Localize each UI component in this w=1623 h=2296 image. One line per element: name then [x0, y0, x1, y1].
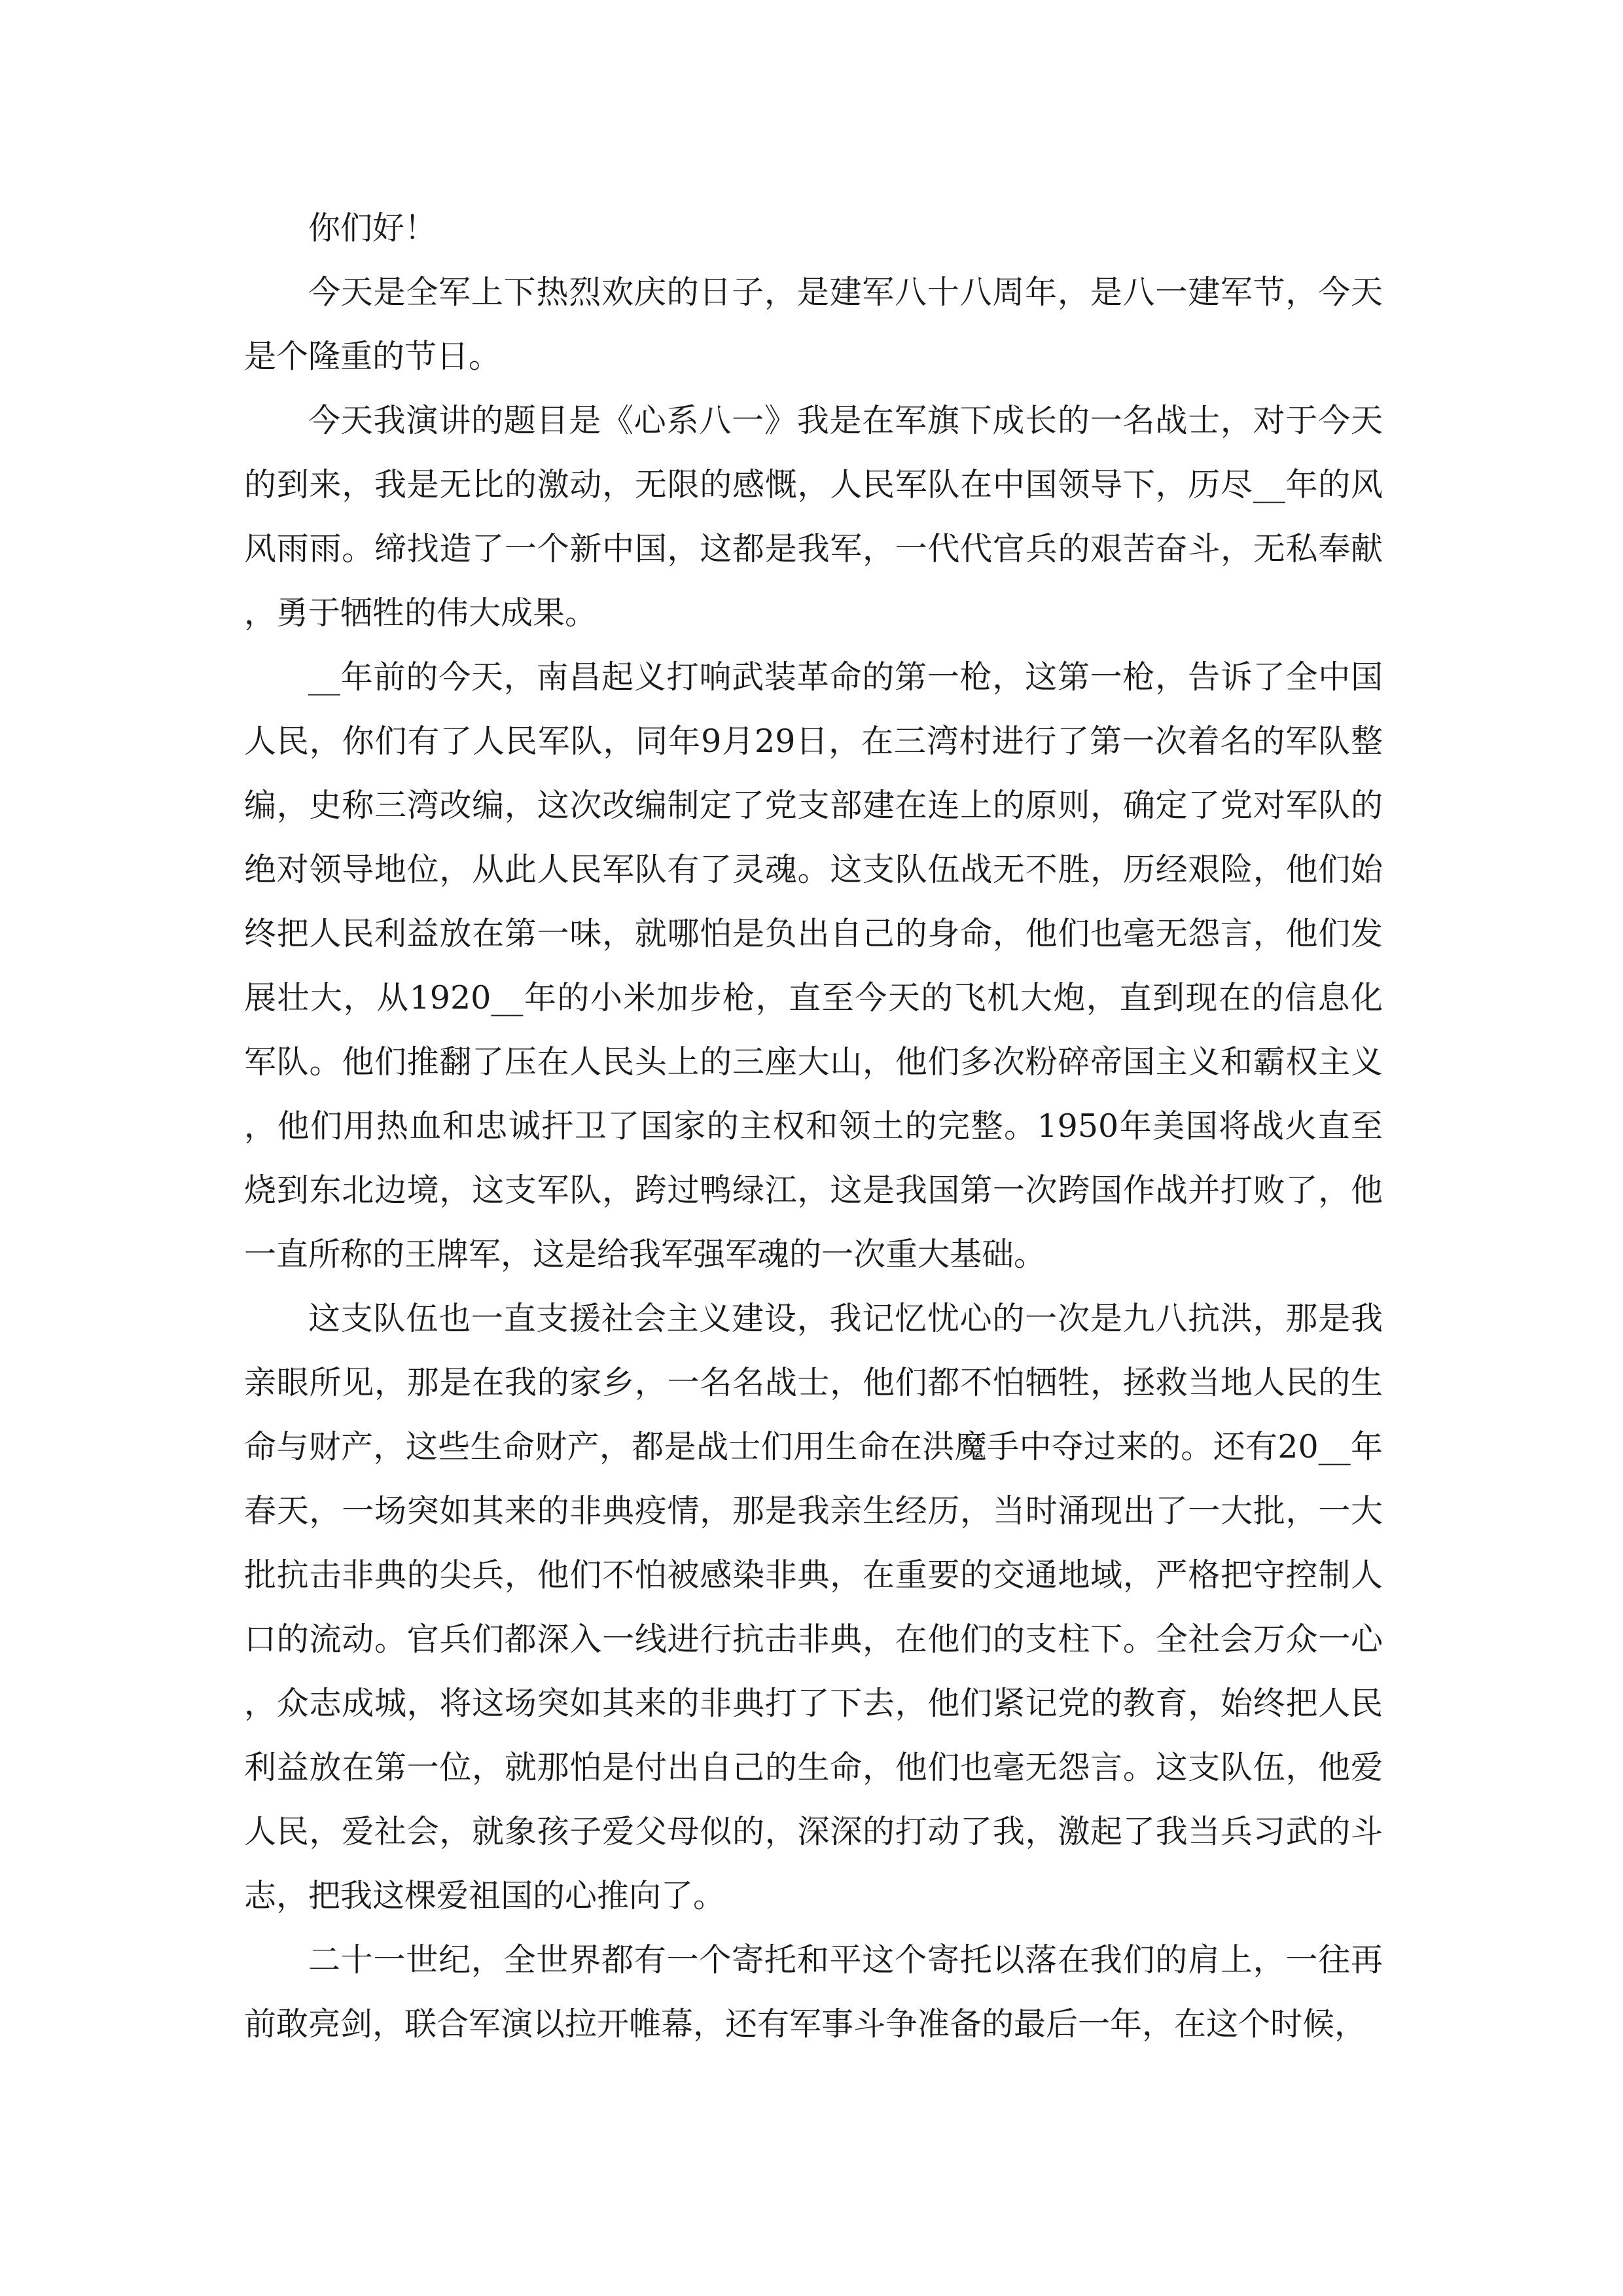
document-body: [244, 196, 1383, 2056]
paragraph: __年前的今天，南昌起义打响武装革命的第一枪，这第一枪，告诉了全中国人民，你们有了人民军队，同年9月29日，在三湾村进行了第一次着名的军队整编，史称三湾改编，这次改编制定了党支部建在连上的原则，确定了党对军队的绝对领导地位，从此人民军队有了灵魂。这支队伍战无不胜，历经艰险，他们始终把人民利益放在第一味，就哪怕是负出自己的身命，他们也毫无怨言，他们发展壮大，从1920__年的小米加步枪，直至今天的飞机大炮，直到现在的信息化军队。他们推翻了压在人民头上的三座大山，他们多次粉碎帝国主义和霸权主义，他们用热血和忠诚扞卫了国家的主权和领土的完整。1950年美国将战火直至烧到东北边境，这支军队，跨过鸭绿江，这是我国第一次跨国作战并打败了，他一直所称的王牌军，这是给我军强军魂的一次重大基础。: [244, 658, 1383, 1273]
paragraph: 今天我演讲的题目是《心系八一》我是在军旗下成长的一名战士，对于今天的到来，我是无比的激动，无限的感慨，人民军队在中国领导下，历尽__年的风风雨雨。缔找造了一个新中国，这都是我军，一代代官兵的艰苦奋斗，无私奉献，勇于牺牲的伟大成果。: [244, 402, 1383, 632]
paragraph: 这支队伍也一直支援社会主义建设，我记忆忧心的一次是九八抗洪，那是我亲眼所见，那是在我的家乡，一名名战士，他们都不怕牺牲，拯救当地人民的生命与财产，这些生命财产，都是战士们用生命在洪魔手中夺过来的。还有20__年春天，一场突如其来的非典疫情，那是我亲生经历，当时涌现出了一大批，一大批抗击非典的尖兵，他们不怕被感染非典，在重要的交通地域，严格把守控制人口的流动。官兵们都深入一线进行抗击非典，在他们的支柱下。全社会万众一心，众志成城，将这场突如其来的非典打了下去，他们紧记党的教育，始终把人民利益放在第一位，就那怕是付出自己的生命，他们也毫无怨言。这支队伍，他爱人民，爱社会，就象孩子爱父母似的，深深的打动了我，激起了我当兵习武的斗志，把我这棵爱祖国的心推向了。: [244, 1300, 1383, 1914]
paragraph-greeting: 你们好！: [308, 209, 437, 247]
paragraph: 今天是全军上下热烈欢庆的日子，是建军八十八周年，是八一建军节，今天是个隆重的节日。: [244, 274, 1383, 375]
paragraph: 二十一世纪，全世界都有一个寄托和平这个寄托以落在我们的肩上，一往再前敢亮剑，联合军演以拉开帷幕，还有军事斗争准备的最后一年，在这个时候，: [244, 1941, 1383, 2043]
